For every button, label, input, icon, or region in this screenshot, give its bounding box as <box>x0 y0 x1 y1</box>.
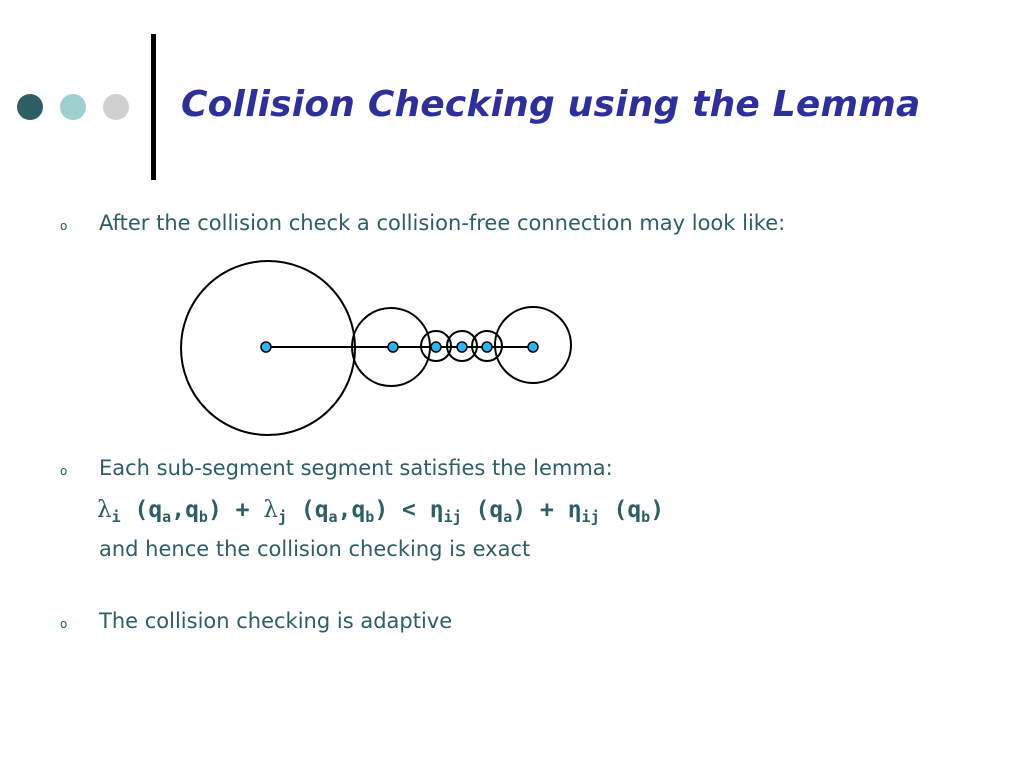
eta-symbol: η <box>429 497 444 523</box>
lambda-symbol: λ <box>263 497 278 523</box>
eta-symbol: η <box>567 497 582 523</box>
less-than-symbol: < <box>402 497 416 523</box>
q-symbol: q <box>351 497 366 523</box>
configuration-node <box>457 342 467 352</box>
bullet-marker-3: o <box>60 617 68 631</box>
subscript: ij <box>581 508 600 526</box>
plus-symbol: + <box>235 497 250 523</box>
lemma-formula: $\lambda_i$ $(q_a,q_b) + \lambda_j$ $(q_a,q_b) < \eta_{ij}$ $(q_a) + \eta_{ij}$ $(q_b)$ <box>97 497 665 526</box>
comma: , <box>171 497 186 523</box>
subscript: j <box>277 508 287 526</box>
comma: , <box>337 497 352 523</box>
configuration-node <box>261 342 271 352</box>
subscript: a <box>328 508 338 526</box>
configuration-node <box>482 342 492 352</box>
subscript: b <box>365 508 375 526</box>
subscript: b <box>198 508 208 526</box>
formula-note: and hence the collision checking is exact <box>99 537 531 561</box>
slide-title: Collision Checking using the Lemma <box>181 84 921 125</box>
plus-symbol: + <box>539 497 554 523</box>
subscript: a <box>503 508 513 526</box>
subscript: b <box>641 508 651 526</box>
subscript: ij <box>443 508 462 526</box>
q-symbol: q <box>185 497 199 523</box>
bullet-text-3: The collision checking is adaptive <box>99 609 453 633</box>
configuration-node <box>528 342 538 352</box>
configuration-node <box>388 342 398 352</box>
q-symbol: q <box>314 497 329 523</box>
configuration-node <box>431 342 441 352</box>
bullet-text-2: Each sub-segment segment satisfies the lemma: <box>99 456 613 480</box>
bullet-text-1: After the collision check a collision-free connection may look like: <box>99 211 786 235</box>
subscript: a <box>162 508 172 526</box>
lambda-symbol: λ <box>97 497 112 523</box>
bullet-marker-2: o <box>60 464 68 478</box>
subscript: i <box>111 508 121 526</box>
q-symbol: q <box>148 497 163 523</box>
bullet-marker-1: o <box>60 219 68 233</box>
q-symbol: q <box>489 497 504 523</box>
q-symbol: q <box>627 497 642 523</box>
